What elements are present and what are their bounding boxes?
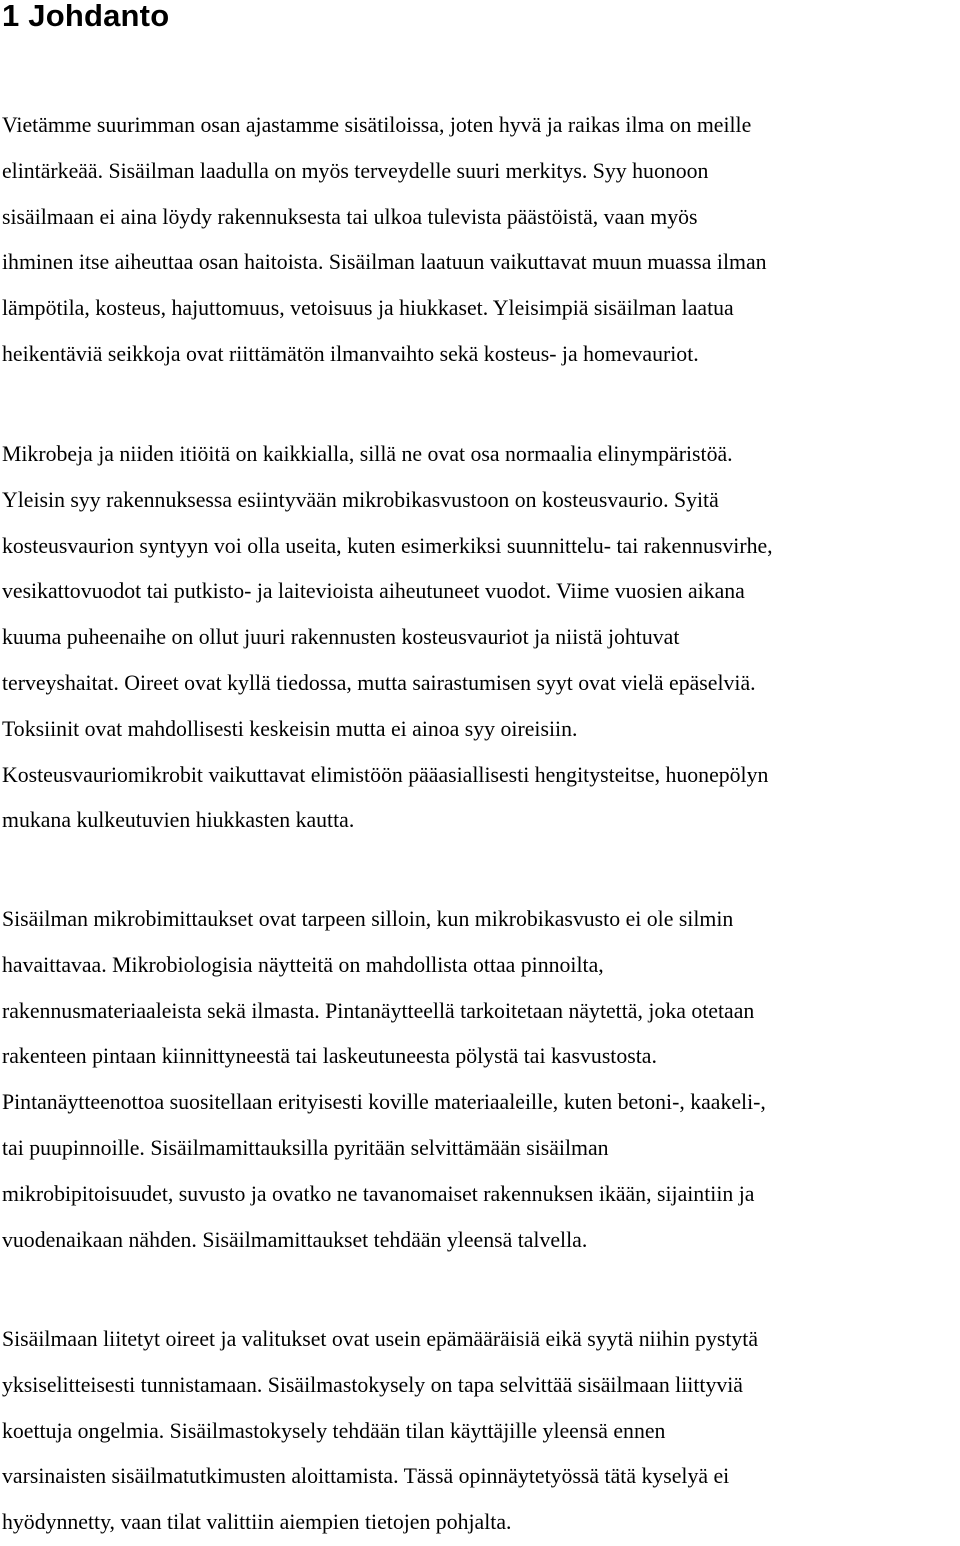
text-line: Pintanäytteenottoa suositellaan erityisesti koville materiaaleille, kuten betoni-, kaakeli-, [2, 1090, 766, 1115]
text-line: vesikattovuodot tai putkisto- ja laitevioista aiheutuneet vuodot. Viime vuosien aikana [2, 579, 745, 604]
text-line: Yleisin syy rakennuksessa esiintyvään mikrobikasvustoon on kosteusvaurio. Syitä [2, 487, 719, 512]
text-line: rakenteen pintaan kiinnittyneestä tai laskeutuneesta pölystä tai kasvustosta. [2, 1044, 657, 1069]
paragraph-2 [2, 432, 958, 844]
text-line: Toksiinit ovat mahdollisesti keskeisin mutta ei ainoa syy oireisiin. [2, 716, 578, 741]
text-line: Sisäilmaan liitetyt oireet ja valitukset ovat usein epämääräisiä eikä syytä niihin pystytä [2, 1327, 759, 1351]
text-line: Kosteusvauriomikrobit vaikuttavat elimistöön pääasiallisesti hengitysteitse, huonepölyn [2, 762, 769, 787]
text-line: Vietämme suurimman osan ajastamme sisätiloissa, joten hyvä ja raikas ilma on meille [2, 113, 752, 137]
text-line: kosteusvaurion syntyyn voi olla useita, kuten esimerkiksi suunnittelu- tai rakennusvirhe, [2, 533, 773, 558]
text-line: tai puupinnoille. Sisäilmamittauksilla pyritään selvittämään sisäilman [2, 1135, 609, 1160]
text-line: kuuma puheenaihe on ollut juuri rakennusten kosteusvauriot ja niistä johtuvat [2, 625, 680, 650]
text-line: heikentäviä seikkoja ovat riittämätön ilmanvaihto sekä kosteus- ja homevauriot. [2, 341, 699, 366]
text-line: mukana kulkeutuvien hiukkasten kautta. [2, 808, 355, 833]
text-line: terveyshaitat. Oireet ovat kyllä tiedossa, mutta sairastumisen syyt ovat vielä epäselviä. [2, 670, 756, 695]
text-line: vuodenaikaan nähden. Sisäilmamittaukset tehdään yleensä talvella. [2, 1227, 588, 1252]
text-line: elintärkeää. Sisäilman laadulla on myös terveydelle suuri merkitys. Syy huonoon [2, 158, 709, 183]
text-line: rakennusmateriaaleista sekä ilmasta. Pintanäytteellä tarkoitetaan näytettä, joka otetaan [2, 998, 755, 1023]
text-line: sisäilmaan ei aina löydy rakennuksesta tai ulkoa tulevista päästöistä, vaan myös [2, 204, 698, 229]
text-line: Mikrobeja ja niiden itiöitä on kaikkialla, sillä ne ovat osa normaalia elinympäristöä. [2, 442, 733, 466]
text-line: hyödynnetty, vaan tilat valittiin aiempien tietojen pohjalta. [2, 1510, 512, 1535]
text-line: mikrobipitoisuudet, suvusto ja ovatko ne tavanomaiset rakennuksen ikään, sijaintiin ja [2, 1181, 755, 1206]
paragraph-3 [2, 897, 958, 1263]
paragraph-4 [2, 1317, 958, 1546]
text-line: koettuja ongelmia. Sisäilmastokysely tehdään tilan käyttäjille yleensä ennen [2, 1418, 666, 1443]
paragraph-1 [2, 103, 958, 378]
chapter-heading: 1 Johdanto [2, 0, 170, 33]
text-line: Sisäilman mikrobimittaukset ovat tarpeen silloin, kun mikrobikasvusto ei ole silmin [2, 907, 734, 931]
text-line: ihminen itse aiheuttaa osan haitoista. Sisäilman laatuun vaikuttavat muun muassa ilman [2, 250, 767, 275]
text-line: lämpötila, kosteus, hajuttomuus, vetoisuus ja hiukkaset. Yleisimpiä sisäilman laatua [2, 296, 734, 321]
text-line: yksiselitteisesti tunnistamaan. Sisäilmastokysely on tapa selvittää sisäilmaan liittyviä [2, 1372, 743, 1397]
text-line: varsinaisten sisäilmatutkimusten aloittamista. Tässä opinnäytetyössä tätä kyselyä ei [2, 1464, 730, 1489]
text-line: havaittavaa. Mikrobiologisia näytteitä on mahdollista ottaa pinnoilta, [2, 952, 604, 977]
